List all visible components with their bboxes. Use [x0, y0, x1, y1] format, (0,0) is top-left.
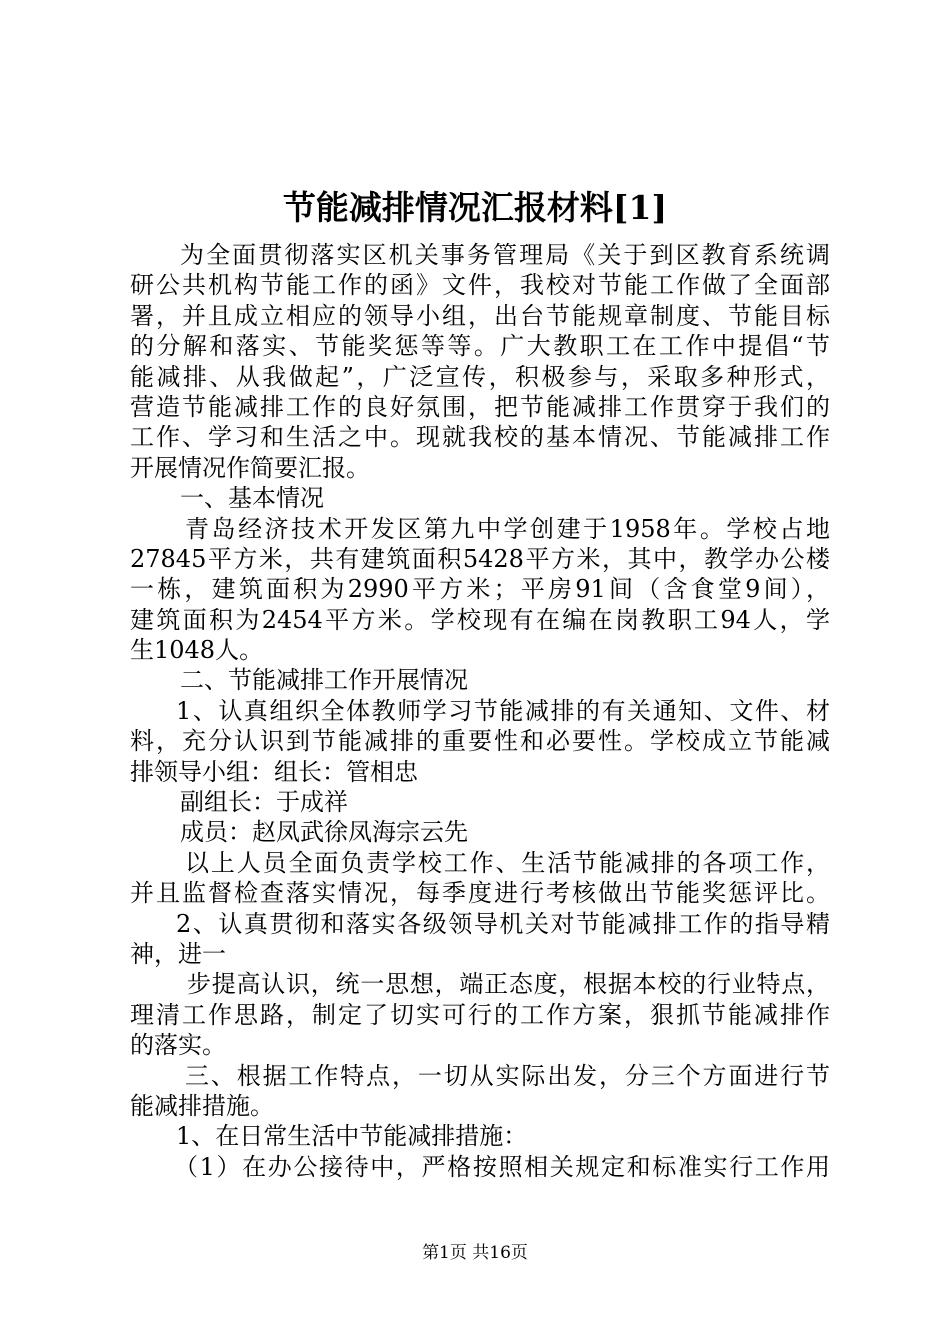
body-line: 神，进一	[130, 939, 226, 968]
section-heading: 二、节能减排工作开展情况	[180, 666, 468, 695]
body-line: 成员：赵凤武徐凤海宗云先	[180, 818, 468, 847]
body-line: 1、认真组织全体教师学习节能减排的有关通知、文件、材	[176, 696, 830, 725]
body-line: 排领导小组：组长：管相忠	[130, 757, 418, 786]
body-line: 工作、学习和生活之中。现就我校的基本情况、节能减排工作	[130, 423, 830, 452]
body-line: 建筑面积为2454平方米。学校现有在编在岗教职工94人，学	[130, 605, 830, 634]
body-line: 署，并且成立相应的领导小组，出台节能规章制度、节能目标	[130, 301, 830, 330]
body-line: 以上人员全面负责学校工作、生活节能减排的各项工作，	[185, 848, 830, 877]
body-line: 并且监督检查落实情况，每季度进行考核做出节能奖惩评比。	[130, 879, 830, 908]
document-body	[130, 240, 830, 1182]
section-heading: 三、根据工作特点，一切从实际出发，分三个方面进行节	[185, 1061, 830, 1090]
body-line: 营造节能减排工作的良好氛围，把节能减排工作贯穿于我们的	[130, 392, 830, 421]
body-line: 副组长：于成祥	[180, 788, 348, 817]
body-line: 料，充分认识到节能减排的重要性和必要性。学校成立节能减	[130, 727, 830, 756]
body-line: 能减排措施。	[130, 1091, 274, 1120]
page-number-footer: 第1页 共16页	[422, 1243, 528, 1263]
body-line: 能减排、从我做起”，广泛宣传，积极参与，采取多种形式，	[130, 362, 830, 391]
body-line: 生1048人。	[130, 636, 264, 665]
body-line: 1、在日常生活中节能减排措施：	[176, 1122, 528, 1151]
body-line: 2、认真贯彻和落实各级领导机关对节能减排工作的指导精	[176, 909, 830, 938]
body-line: 青岛经济技术开发区第九中学创建于1958年。学校占地	[185, 514, 830, 543]
body-line: 的分解和落实、节能奖惩等等。广大教职工在工作中提倡“节	[130, 332, 830, 361]
body-line: （1）在办公接待中，严格按照相关规定和标准实行工作用	[174, 1152, 830, 1181]
body-line: 的落实。	[130, 1031, 226, 1060]
section-heading: 一、基本情况	[180, 484, 324, 513]
body-line: 一栋，建筑面积为2990平方米；平房91间（含食堂9间），	[130, 575, 830, 604]
body-line: 步提高认识，统一思想，端正态度，根据本校的行业特点，	[187, 970, 830, 999]
document-title: 节能减排情况汇报材料[1]	[282, 188, 668, 227]
body-line: 研公共机构节能工作的函》文件，我校对节能工作做了全面部	[130, 271, 830, 300]
body-line: 27845平方米，共有建筑面积5428平方米，其中，教学办公楼	[130, 544, 830, 573]
body-line: 开展情况作简要汇报。	[130, 453, 370, 482]
body-line: 理清工作思路，制定了切实可行的工作方案，狠抓节能减排作	[130, 1000, 830, 1029]
body-line: 为全面贯彻落实区机关事务管理局《关于到区教育系统调	[180, 241, 830, 269]
